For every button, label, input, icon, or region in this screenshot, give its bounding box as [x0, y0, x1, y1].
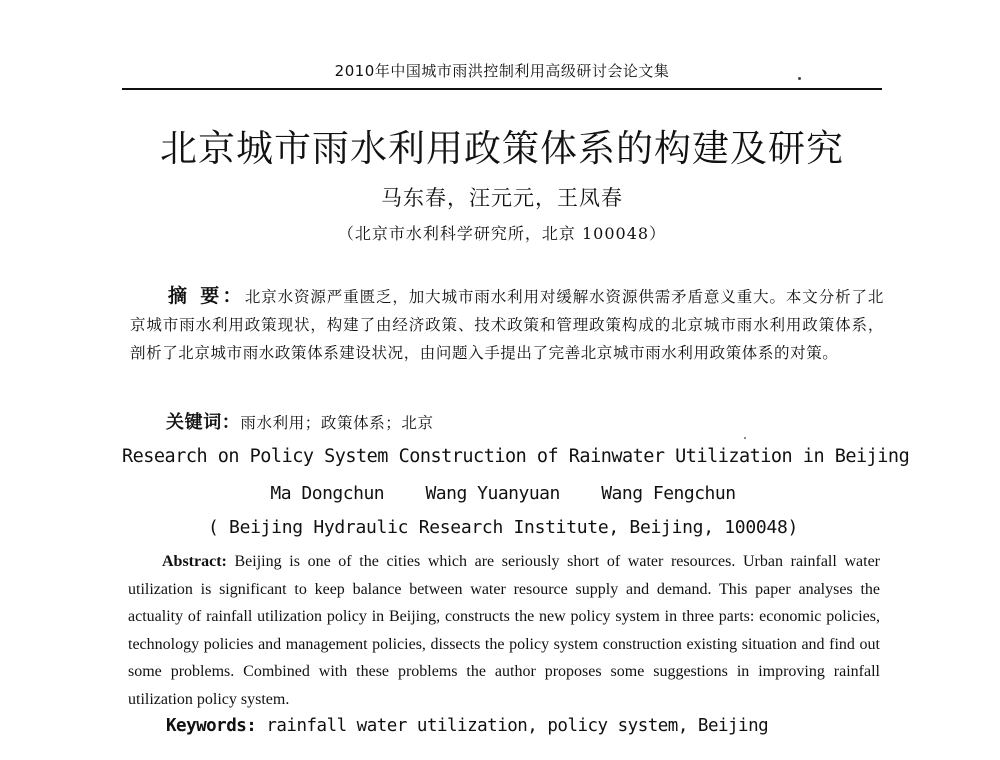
keywords-chinese-label: 关键词： — [166, 412, 241, 433]
abstract-chinese-text: 北京水资源严重匮乏，加大城市雨水利用对缓解水资源供需矛盾意义重大。本文分析了北京城市雨水利用政策现状，构建了由经济政策、技术政策和管理政策构成的北京城市雨水利用政策体系，剖析了北京城市雨水政策体系建设状况，由问题入手提出了完善北京城市雨水利用政策体系的对策。 — [130, 288, 884, 362]
abstract-english-text: Beijing is one of the cities which are seriously short of water resources. Urban rainfall water utilization is significant to keep balance between water resource supply and demand. This paper analyses the actuality of rainfall utilization policy in Beijing, constructs the new policy system in three parts: economic policies, technology policies and management policies, dissects the policy system construction existing situation and find out some problems. Combined with these problems the author proposes some suggestions in improving rainfall utilization policy system. — [128, 553, 880, 708]
abstract-english — [128, 548, 880, 713]
title-chinese: 北京城市雨水利用政策体系的构建及研究 — [160, 127, 844, 170]
keywords-english — [166, 716, 886, 736]
scan-speck — [798, 77, 801, 80]
keywords-english-text: rainfall water utilization, policy system, Beijing — [256, 716, 769, 736]
affiliation-chinese: （北京市水利科学研究所，北京 100048） — [337, 224, 667, 243]
keywords-english-label: Keywords: — [166, 716, 257, 736]
scan-speck — [744, 437, 746, 439]
running-header: 2010年中国城市雨洪控制利用高级研讨会论文集 — [334, 62, 670, 80]
title-english: Research on Policy System Construction of Rainwater Utilization in Beijing — [122, 446, 910, 467]
abstract-chinese — [130, 282, 884, 367]
authors-english: Ma Dongchun Wang Yuanyuan Wang Fengchun — [270, 483, 736, 504]
header-rule — [122, 88, 882, 90]
authors-chinese: 马东春，汪元元，王凤春 — [381, 186, 623, 210]
affiliation-english: ( Beijing Hydraulic Research Institute, Beijing, 100048) — [207, 517, 799, 538]
abstract-chinese-label: 摘 要： — [168, 285, 245, 307]
abstract-english-label: Abstract: — [162, 553, 227, 570]
keywords-chinese-text: 雨水利用；政策体系；北京 — [240, 414, 434, 432]
keywords-chinese — [166, 408, 866, 434]
